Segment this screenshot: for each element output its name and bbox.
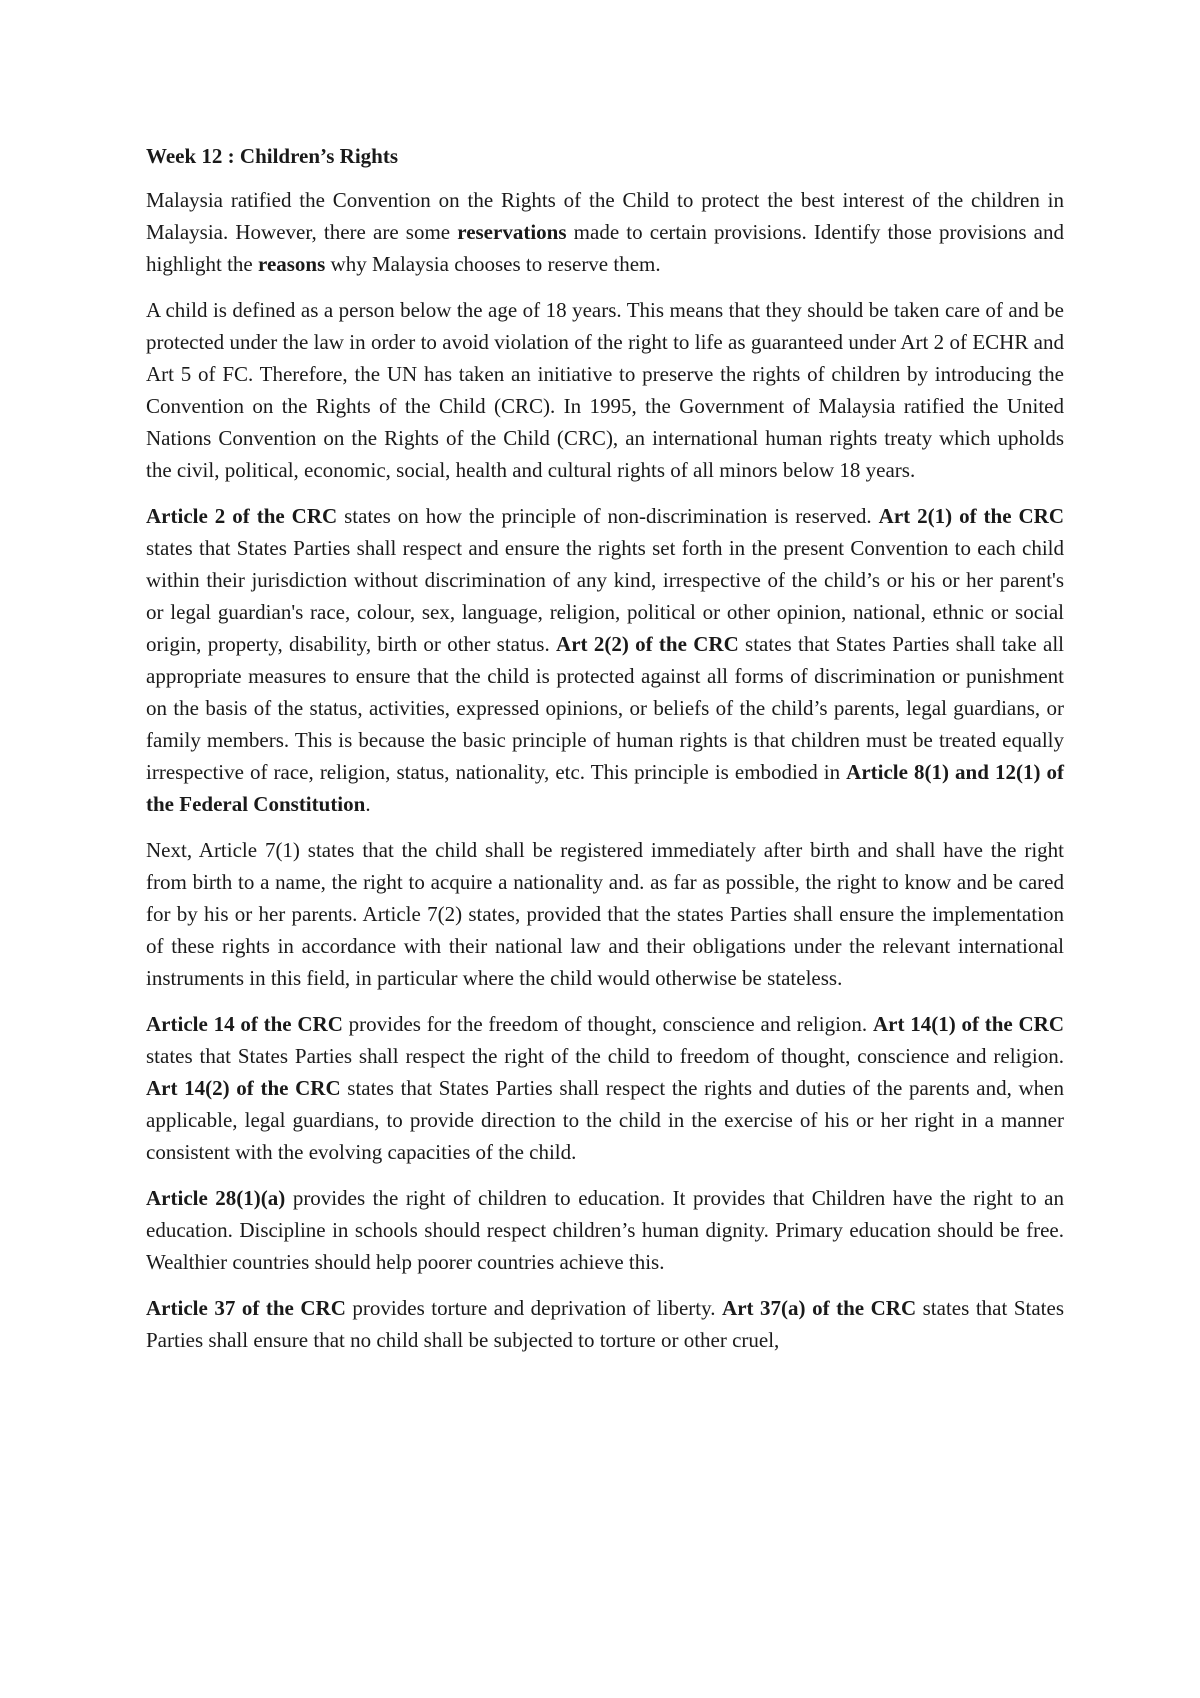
paragraph-article-7: Next, Article 7(1) states that the child shall be registered immediately after birth and shall have the right from birth to a name, the right to acquire a nationality and. as far as possible, the right to know and be cared for by his or her parents. Article 7(2) states, provided that the states Parties shall ensure the implementation of these rights in accordance with their national law and their obligations under the relevant international instruments in this field, in particular where the child would otherwise be stateless.: [146, 838, 1064, 990]
paragraph-article-37: [146, 1292, 1064, 1356]
text-run: states that States Parties shall respect and ensure the rights set forth in the present Convention to each child within their jurisdiction without discrimination of any kind, irrespective of the child’s or his or her parent's or legal guardian's race, colour, sex, language, religion, political or other opinion, national, ethnic or social origin, property, disability, birth or other status.: [146, 536, 1064, 656]
text-run: states that States Parties shall respect the right of the child to freedom of thought, conscience and religion.: [146, 1044, 1064, 1068]
bold-term-article-2: Article 2 of the CRC: [146, 504, 338, 528]
text-run: states that States Parties shall take all appropriate measures to ensure that the child is protected against all forms of discrimination or punishment on the basis of the status, activities, expressed opinions, or beliefs of the child’s parents, legal guardians, or family members. This is because the basic principle of human rights is that children must be treated equally irrespective of race, religion, status, nationality, etc. This principle is embodied in: [146, 632, 1064, 784]
bold-term-art-2-1: Art 2(1) of the CRC: [878, 504, 1064, 528]
text-run: states that States Parties shall respect the rights and duties of the parents and, when applicable, legal guardians, to provide direction to the child in the exercise of his or her right in a manner consistent with the evolving capacities of the child.: [146, 1076, 1064, 1164]
bold-term-article-28: Article 28(1)(a): [146, 1186, 286, 1210]
paragraph-article-28: [146, 1182, 1064, 1278]
text-run: made to certain provisions. Identify those provisions and highlight the: [146, 220, 1064, 276]
bold-term-reasons: reasons: [258, 252, 326, 276]
text-run: provides torture and deprivation of liberty.: [345, 1296, 723, 1320]
text-run: states on how the principle of non-discrimination is reserved.: [337, 504, 879, 528]
bold-term-art-14-1: Art 14(1) of the CRC: [872, 1012, 1064, 1036]
bold-term-reservations: reservations: [457, 220, 567, 244]
bold-term-art-37-a: Art 37(a) of the CRC: [722, 1296, 917, 1320]
bold-term-article-37: Article 37 of the CRC: [146, 1296, 346, 1320]
text-run: .: [365, 792, 371, 816]
text-run: why Malaysia chooses to reserve them.: [325, 252, 661, 276]
text-run: provides for the freedom of thought, conscience and religion.: [342, 1012, 873, 1036]
text-run: Malaysia ratified the Convention on the Rights of the Child to protect the best interest of the children in Malaysia. However, there are some: [146, 188, 1064, 244]
bold-term-art-14-2: Art 14(2) of the CRC: [146, 1076, 341, 1100]
text-run: states that States Parties shall ensure that no child shall be subjected to torture or other cruel,: [146, 1296, 1064, 1352]
bold-term-art-2-2: Art 2(2) of the CRC: [556, 632, 739, 656]
text-run: provides the right of children to education. It provides that Children have the right to an education. Discipline in schools should respect children’s human dignity. Primary education should be free. Wealthier countries should help poorer countries achieve this.: [146, 1186, 1064, 1274]
paragraph-article-2: [146, 500, 1064, 820]
bold-term-article-14: Article 14 of the CRC: [146, 1012, 343, 1036]
paragraph-article-14: [146, 1008, 1064, 1168]
document-title: Week 12 : Children’s Rights: [146, 144, 399, 168]
paragraph-question: [146, 184, 1064, 280]
bold-term-federal-constitution: Article 8(1) and 12(1) of the Federal Constitution: [146, 760, 1064, 816]
paragraph-definition: A child is defined as a person below the age of 18 years. This means that they should be taken care of and be protected under the law in order to avoid violation of the right to life as guaranteed under Art 2 of ECHR and Art 5 of FC. Therefore, the UN has taken an initiative to preserve the rights of children by introducing the Convention on the Rights of the Child (CRC). In 1995, the Government of Malaysia ratified the United Nations Convention on the Rights of the Child (CRC), an international human rights treaty which upholds the civil, political, economic, social, health and cultural rights of all minors below 18 years.: [146, 298, 1064, 482]
document-page: [146, 140, 1064, 1370]
